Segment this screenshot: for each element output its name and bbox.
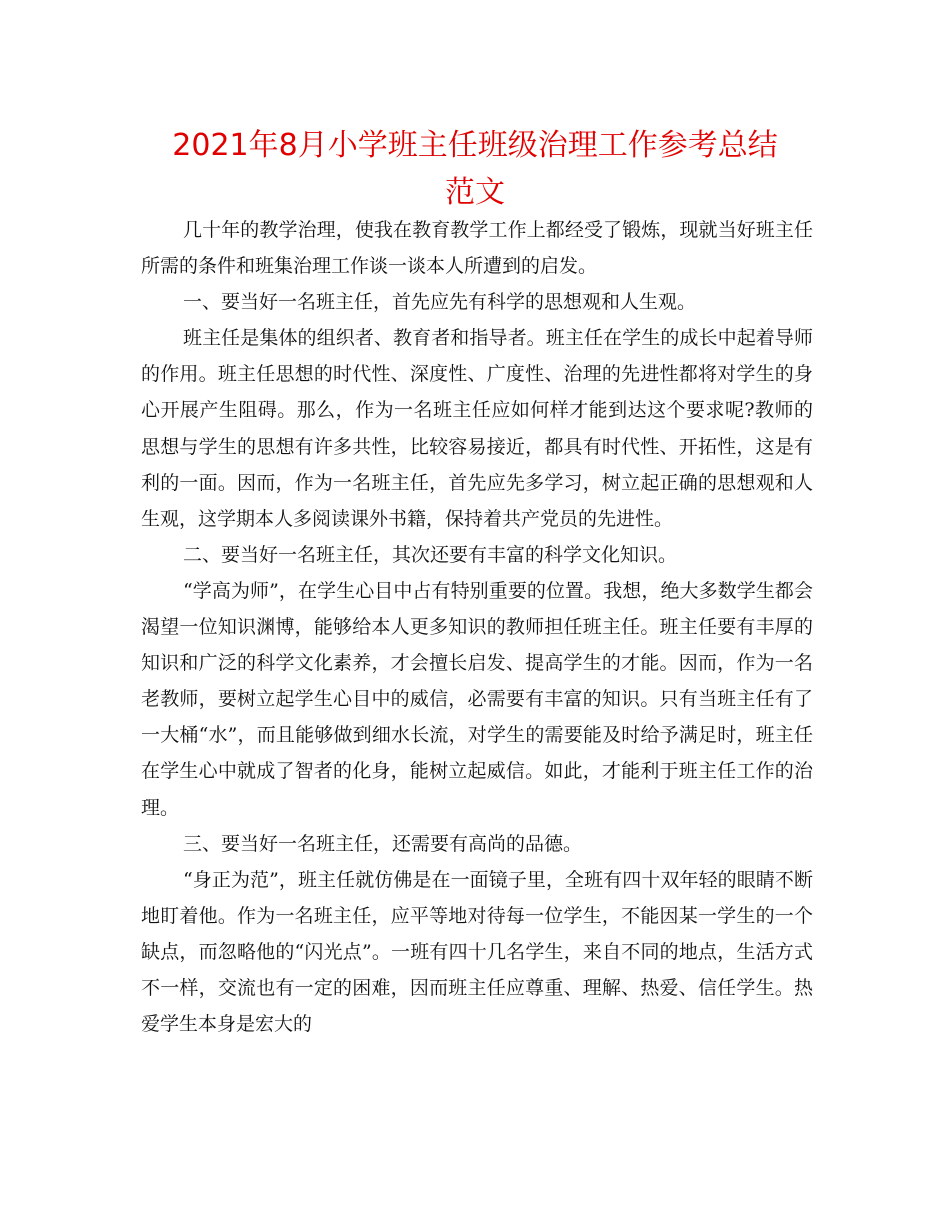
- section-heading-1: 一、要当好一名班主任，首先应先有科学的思想观和人生观。: [183, 291, 697, 314]
- document-title: [100, 122, 850, 216]
- title-line-2: 范文: [445, 175, 505, 210]
- paragraph-section-1: 班主任是集体的组织者、教育者和指导者。班主任在学生的成长中起着导师的作用。班主任思想的时代性、深度性、广度性、治理的先进性都将对学生的身心开展产生阻碍。那么，作为一名班主任应如何样才能到达这个要求呢?教师的思想与学生的思想有许多共性，比较容易接近，都具有时代性、开拓性，这是有利的一面。因而，作为一名班主任，首先应先多学习，树立起正确的思想观和人生观，这学期本人多阅读课外书籍，保持着共产党员的先进性。: [141, 327, 813, 530]
- document-body: [141, 212, 813, 1042]
- paragraph-intro: 几十年的教学治理，使我在教育教学工作上都经受了锻炼，现就当好班主任所需的条件和班集治理工作谈一谈本人所遭到的启发。: [141, 219, 813, 278]
- paragraph-section-3: “身正为范”，班主任就仿佛是在一面镜子里，全班有四十双年轻的眼睛不断地盯着他。作为一名班主任，应平等地对待每一位学生，不能因某一学生的一个缺点，而忽略他的“闪光点”。一班有四十几名学生，来自不同的地点，生活方式不一样，交流也有一定的困难，因而班主任应尊重、理解、热爱、信任学生。热爱学生本身是宏大的: [141, 868, 813, 1036]
- section-heading-2: 二、要当好一名班主任，其次还要有丰富的科学文化知识。: [183, 543, 678, 566]
- title-line-1: 2021年8月小学班主任班级治理工作参考总结: [172, 128, 778, 163]
- section-heading-3: 三、要当好一名班主任，还需要有高尚的品德。: [183, 832, 583, 855]
- paragraph-section-2: “学高为师”，在学生心目中占有特别重要的位置。我想，绝大多数学生都会渴望一位知识渊博，能够给本人更多知识的教师担任班主任。班主任要有丰厚的知识和广泛的科学文化素养，才会擅长启发、提高学生的才能。因而，作为一名老教师，要树立起学生心目中的威信，必需要有丰富的知识。只有当班主任有了一大桶“水”，而且能够做到细水长流，对学生的需要能及时给予满足时，班主任在学生心中就成了智者的化身，能树立起威信。如此，才能利于班主任工作的治理。: [141, 579, 813, 819]
